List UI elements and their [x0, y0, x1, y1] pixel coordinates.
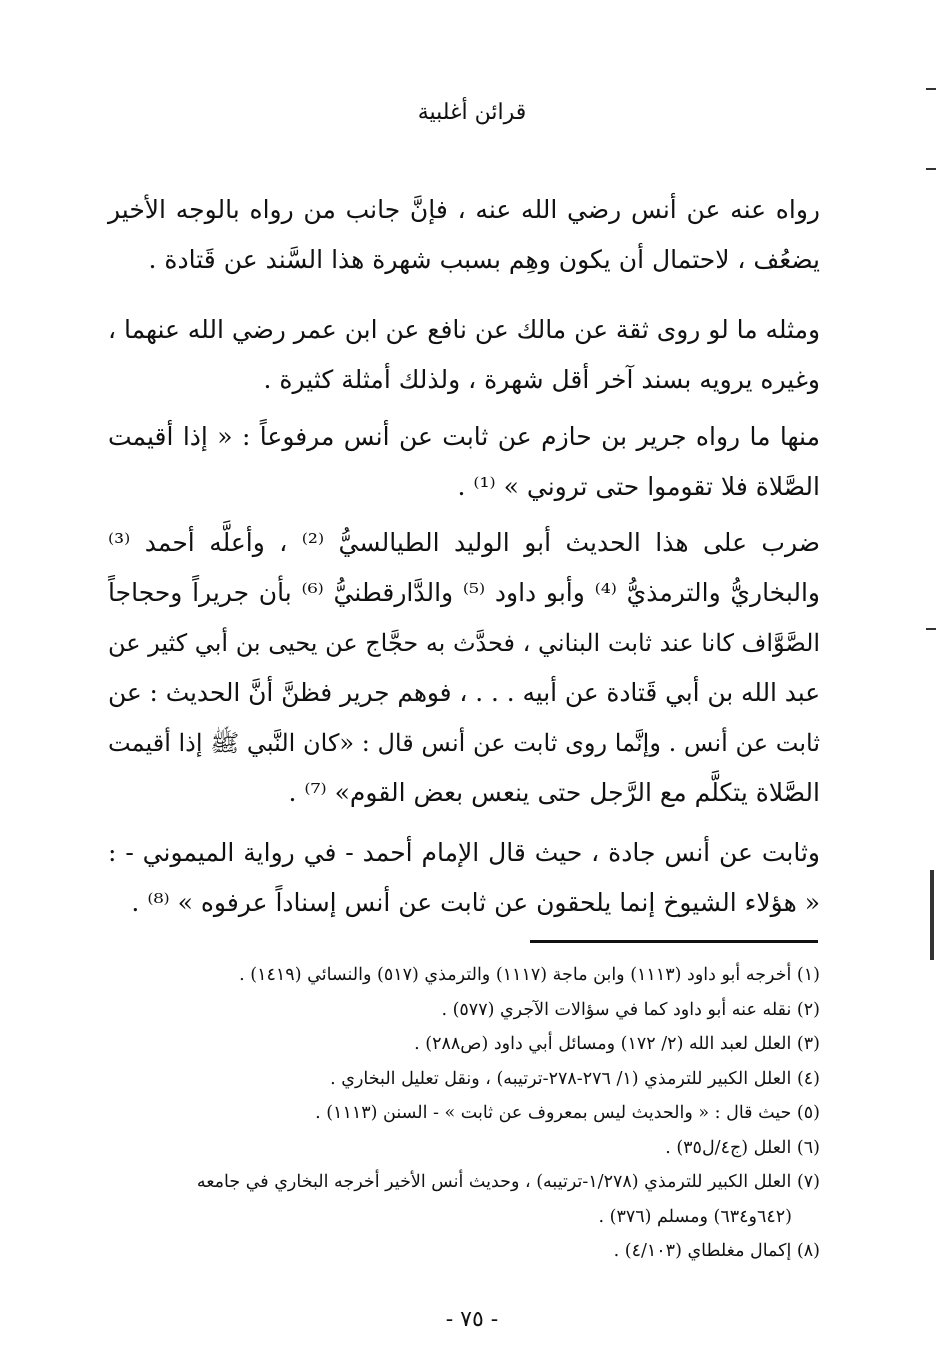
text-line: منها ما رواه جرير بن حازم عن ثابت عن أنس مرفوعاً : « إذا أقيمت — [108, 422, 820, 451]
paragraph — [108, 412, 820, 512]
footnote: (٧) العلل الكبير للترمذي (١/٢٧٨-ترتيبه) ، وحديث أنس الأخير أخرجه البخاري في جامعه — [196, 1172, 820, 1192]
footnote: (١) أخرجه أبو داود (١١١٣) وابن ماجة (١١١٧) والترمذي (٥١٧) والنسائي (١٤١٩) . — [239, 965, 820, 985]
scan-mark — [926, 168, 936, 170]
footnote: (٣) العلل لعبد الله (٢/ ١٧٢) ومسائل أبي داود (ص٢٨٨) . — [414, 1034, 820, 1054]
scan-mark — [930, 870, 934, 960]
footnote: (٨) إكمال مغلطاي (٤/١٠٣) . — [613, 1241, 820, 1261]
text-line: عبد الله بن أبي قَتادة عن أبيه . . . ، فوهم جرير فظنَّ أنَّ الحديث : عن — [108, 678, 820, 707]
footnote: (٦) العلل (ج٤/ل٣٥) . — [665, 1137, 820, 1158]
paragraph — [108, 305, 820, 405]
footnote: (٤) العلل الكبير للترمذي (١/ ٢٧٦-٢٧٨-ترتيبه) ، ونقل تعليل البخاري . — [330, 1068, 820, 1089]
text-line: يضعُف ، لاحتمال أن يكون وهِم بسبب شهرة هذا السَّند عن قَتادة . — [148, 245, 820, 274]
text-line: ثابت عن أنس . وإنَّما روى ثابت عن أنس قال : «كان النَّبي ﷺ إذا أقيمت — [108, 729, 820, 757]
text-line: الصَّلاة فلا تقوموا حتى تروني » ⁽¹⁾ . — [457, 472, 820, 501]
footnotes — [108, 958, 820, 1269]
paragraph — [108, 828, 820, 928]
text-line: ومثله ما لو روى ثقة عن مالك عن نافع عن ابن عمر رضي الله عنهما ، — [108, 315, 820, 344]
paragraph — [108, 518, 820, 818]
footnote-continuation: (٦٤٢و٦٣٤) ومسلم (٣٧٦) . — [598, 1206, 792, 1227]
text-line: والبخاريُّ والترمذيُّ ⁽⁴⁾ وأبو داود ⁽⁵⁾ والدَّارقطنيُّ ⁽⁶⁾ بأن جريراً وحجاجاً — [108, 578, 820, 607]
footnote: (٥) حيث قال : « والحديث ليس بمعروف عن ثابت » - السنن (١١١٣) . — [315, 1103, 820, 1123]
page-number: - ٧٥ - — [445, 1307, 499, 1332]
text-line: رواه عنه عن أنس رضي الله عنه ، فإنَّ جانب من رواه بالوجه الأخير — [108, 195, 820, 224]
scan-mark — [926, 88, 936, 90]
paragraph — [108, 185, 820, 285]
text-line: وثابت عن أنس جادة ، حيث قال الإمام أحمد - في رواية الميموني - : — [108, 838, 820, 867]
text-line: الصَّلاة يتكلَّم مع الرَّجل حتى ينعس بعض القوم» ⁽⁷⁾ . — [288, 778, 820, 807]
text-line: « هؤلاء الشيوخ إنما يلحقون عن ثابت عن أنس إسناداً عرفوه » ⁽⁸⁾ . — [131, 888, 820, 917]
footnote: (٢) نقله عنه أبو داود كما في سؤالات الآجري (٥٧٧) . — [441, 999, 820, 1020]
text-line: ضرب على هذا الحديث أبو الوليد الطيالسيُّ ⁽²⁾ ، وأعلَّه أحمد ⁽³⁾ — [108, 528, 820, 557]
running-header: قرائن أغلبية — [417, 100, 527, 125]
scan-mark — [926, 628, 936, 630]
text-line: وغيره يرويه بسند آخر أقل شهرة ، ولذلك أمثلة كثيرة . — [263, 365, 820, 394]
footnote-separator — [530, 940, 818, 943]
text-line: الصَّوَّاف كانا عند ثابت البناني ، فحدَّث به حجَّاج عن يحيى بن أبي كثير عن — [108, 629, 820, 657]
